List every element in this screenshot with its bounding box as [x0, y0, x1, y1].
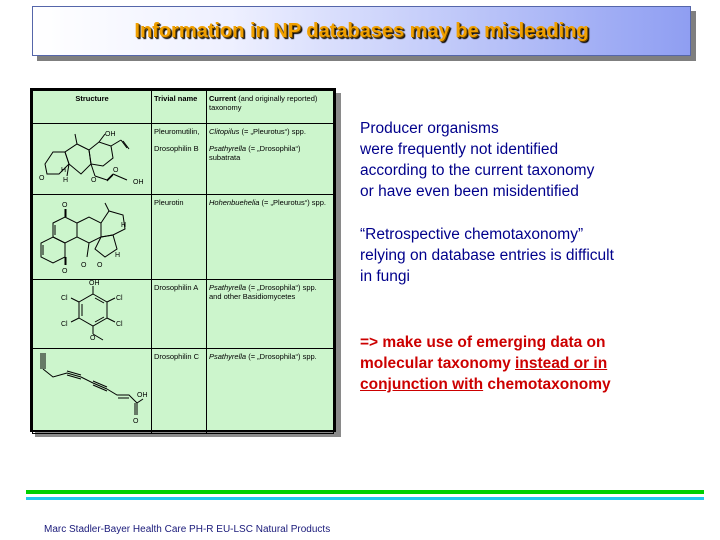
conclusion-callout: => make use of emerging data on molecular taxonomy instead or in conjunction with chemotaxonomy — [360, 334, 611, 393]
svg-text:Cl: Cl — [61, 295, 68, 302]
chemotaxonomy-text: “Retrospective chemotaxonomy” relying on database entries is difficult in fungi — [360, 226, 614, 285]
trivial-name-cell: Pleuromutilin, Drosophilin B — [152, 124, 207, 195]
svg-text:Cl: Cl — [116, 295, 123, 302]
slide-title: Information in NP databases may be misleading — [134, 19, 589, 42]
pleuromutilin-structure-icon — [33, 124, 152, 195]
trivial-name-cell: Drosophilin A — [152, 280, 207, 349]
table-header-row — [33, 91, 334, 124]
svg-text:O: O — [90, 335, 96, 342]
producer-organisms-text: Producer organisms were frequently not identified according to the current taxonomy or have even been misidentified — [360, 120, 595, 200]
trivial-name-cell: Pleurotin — [152, 195, 207, 280]
svg-text:OH: OH — [105, 131, 116, 138]
svg-text:Cl: Cl — [116, 321, 123, 328]
svg-text:OH: OH — [133, 179, 144, 186]
table-row — [33, 195, 334, 280]
svg-text:O: O — [91, 177, 97, 184]
taxonomy-cell: Clitopilus (= „Pleurotus“) spp. Psathyrella (= „Drosophila“) subatrata — [207, 124, 334, 195]
svg-text:H: H — [121, 222, 127, 229]
header-structure: Structure — [33, 91, 152, 124]
header-trivial-name: Trivial name — [152, 91, 207, 124]
svg-text:Cl: Cl — [61, 321, 68, 328]
svg-text:H: H — [63, 177, 69, 184]
table-row — [33, 280, 334, 349]
svg-text:O: O — [113, 167, 119, 174]
svg-text:O: O — [62, 268, 68, 275]
divider-cyan — [26, 497, 704, 500]
svg-text:O: O — [133, 418, 139, 425]
table-row — [33, 124, 334, 195]
svg-text:H: H — [115, 252, 121, 259]
taxonomy-cell: Hohenbuehelia (= „Pleurotus“) spp. — [207, 195, 334, 280]
pleurotin-structure-icon — [33, 195, 152, 280]
drosophilin-a-structure-icon — [33, 280, 152, 349]
taxonomy-cell: Psathyrella (= „Drosophila“) spp. — [207, 349, 334, 434]
svg-text:O: O — [81, 262, 87, 269]
footer-credit: Marc Stadler-Bayer Health Care PH-R EU-LSC Natural Products — [44, 524, 331, 535]
svg-text:O: O — [97, 262, 103, 269]
divider-green — [26, 490, 704, 494]
svg-text:O: O — [62, 202, 68, 209]
svg-text:OH: OH — [89, 280, 100, 287]
svg-text:OH: OH — [137, 392, 147, 399]
title-banner — [32, 6, 691, 56]
trivial-name-cell: Drosophilin C — [152, 349, 207, 434]
svg-text:H: H — [61, 167, 67, 174]
table-row — [33, 349, 334, 434]
compound-table — [30, 88, 336, 432]
svg-text:O: O — [39, 175, 45, 182]
taxonomy-cell: Psathyrella (= „Drosophila“) spp. and other Basidiomycetes — [207, 280, 334, 349]
drosophilin-c-structure-icon — [33, 349, 152, 434]
header-taxonomy: Current (and originally reported) taxonomy — [207, 91, 334, 124]
